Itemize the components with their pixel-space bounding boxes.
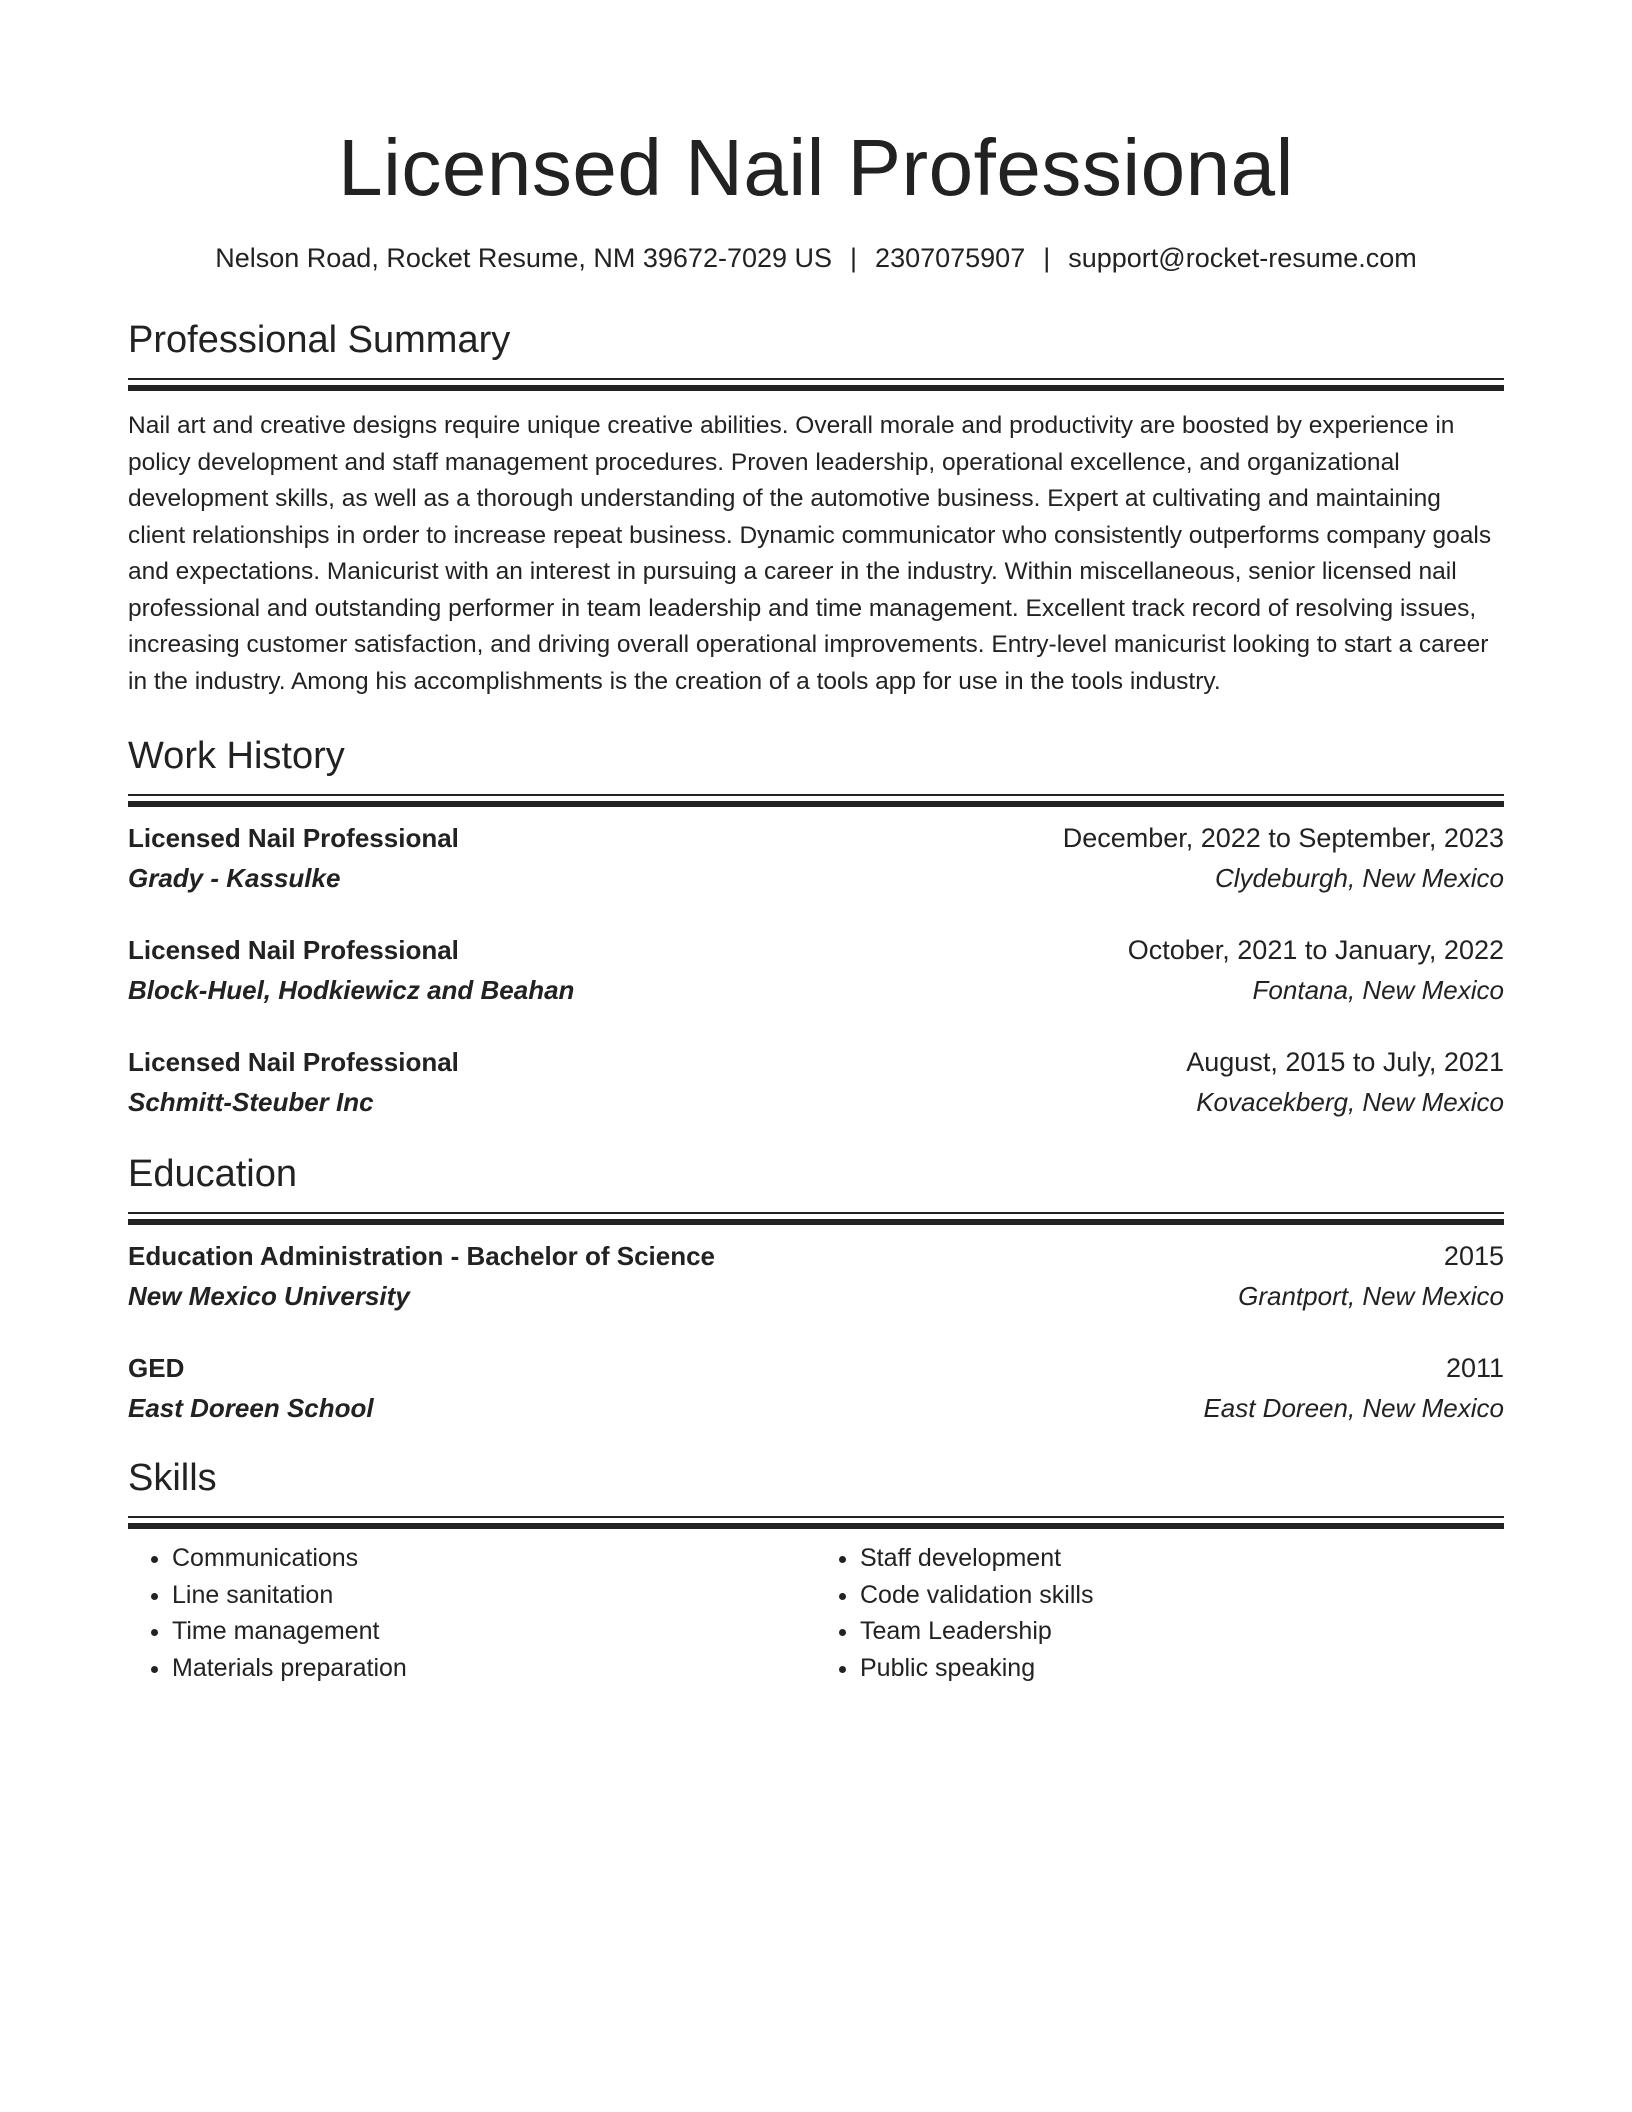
job-dates: December, 2022 to September, 2023 xyxy=(1062,823,1504,853)
summary-section xyxy=(128,316,1504,700)
education-entries xyxy=(128,1236,1504,1428)
company-name: Block-Huel, Hodkiewicz and Beahan xyxy=(128,975,575,1005)
company-name: Grady - Kassulke xyxy=(128,863,341,893)
skill-item: • Communications xyxy=(172,1540,816,1577)
section-divider xyxy=(128,378,1504,388)
contact-phone: 2307075907 xyxy=(875,243,1026,273)
contact-address: Nelson Road, Rocket Resume, NM 39672-7029 US xyxy=(215,243,833,273)
job-title: Licensed Nail Professional xyxy=(128,823,459,853)
job-location: Kovacekberg, New Mexico xyxy=(1196,1087,1504,1117)
contact-separator: | xyxy=(850,243,858,273)
skills-list xyxy=(128,1540,1504,1686)
skills-column-left xyxy=(128,1540,816,1686)
resume-title: Licensed Nail Professional xyxy=(338,123,1294,212)
school-location: Grantport, New Mexico xyxy=(1238,1281,1504,1311)
graduation-year: 2011 xyxy=(1445,1353,1504,1383)
summary-text: Nail art and creative designs require unique creative abilities. Overall morale and productivity are boosted by experience in policy development and staff management procedures. Proven leadership, operational excellence, and organizational development skills, as well as a thorough understanding of the automotive business. Expert at cultivating and maintaining client relationships in order to increase repeat business. Dynamic communicator who consistently outperforms company goals and expectations. Manicurist with an interest in pursuing a career in the industry. Within miscellaneous, senior licensed nail professional and outstanding performer in team leadership and time management. Excellent track record of resolving issues, increasing customer satisfaction, and driving overall operational improvements. Entry-level manicurist looking to start a career in the industry. Among his accomplishments is the creation of a tools app for use in the tools industry. xyxy=(128,412,1492,695)
work-entry xyxy=(128,930,1504,1010)
section-heading: Education xyxy=(128,1153,298,1195)
graduation-year: 2015 xyxy=(1443,1241,1504,1271)
skill-item: • Staff development xyxy=(860,1540,1504,1577)
job-location: Fontana, New Mexico xyxy=(1252,975,1504,1005)
section-heading: Professional Summary xyxy=(128,319,511,361)
section-divider xyxy=(128,1212,1504,1222)
school-name: New Mexico University xyxy=(128,1281,410,1311)
job-location: Clydeburgh, New Mexico xyxy=(1214,863,1504,893)
work-history-section xyxy=(128,732,1504,1122)
skill-item: • Code validation skills xyxy=(860,1577,1504,1614)
school-name: East Doreen School xyxy=(128,1393,374,1423)
skills-section xyxy=(128,1454,1504,1686)
job-title: Licensed Nail Professional xyxy=(128,1047,459,1077)
degree-name: GED xyxy=(128,1353,185,1383)
work-entry xyxy=(128,818,1504,898)
skill-item: • Materials preparation xyxy=(172,1650,816,1687)
contact-line xyxy=(128,240,1504,276)
section-heading: Work History xyxy=(128,735,345,777)
skill-item: • Team Leadership xyxy=(860,1613,1504,1650)
work-entry xyxy=(128,1042,1504,1122)
degree-name: Education Administration - Bachelor of Science xyxy=(128,1241,716,1271)
section-heading: Skills xyxy=(128,1457,217,1499)
job-dates: October, 2021 to January, 2022 xyxy=(1127,935,1504,965)
contact-email: support@rocket-resume.com xyxy=(1068,243,1417,273)
work-entries xyxy=(128,818,1504,1122)
skill-item: • Time management xyxy=(172,1613,816,1650)
education-section xyxy=(128,1150,1504,1428)
education-entry xyxy=(128,1348,1504,1428)
skills-column-right xyxy=(816,1540,1504,1686)
job-title: Licensed Nail Professional xyxy=(128,935,459,965)
education-entry xyxy=(128,1236,1504,1316)
contact-separator: | xyxy=(1043,243,1051,273)
company-name: Schmitt-Steuber Inc xyxy=(128,1087,374,1117)
section-divider xyxy=(128,794,1504,804)
section-divider xyxy=(128,1516,1504,1526)
skill-item: • Line sanitation xyxy=(172,1577,816,1614)
skill-item: • Public speaking xyxy=(860,1650,1504,1687)
school-location: East Doreen, New Mexico xyxy=(1203,1393,1504,1423)
job-dates: August, 2015 to July, 2021 xyxy=(1186,1047,1504,1077)
